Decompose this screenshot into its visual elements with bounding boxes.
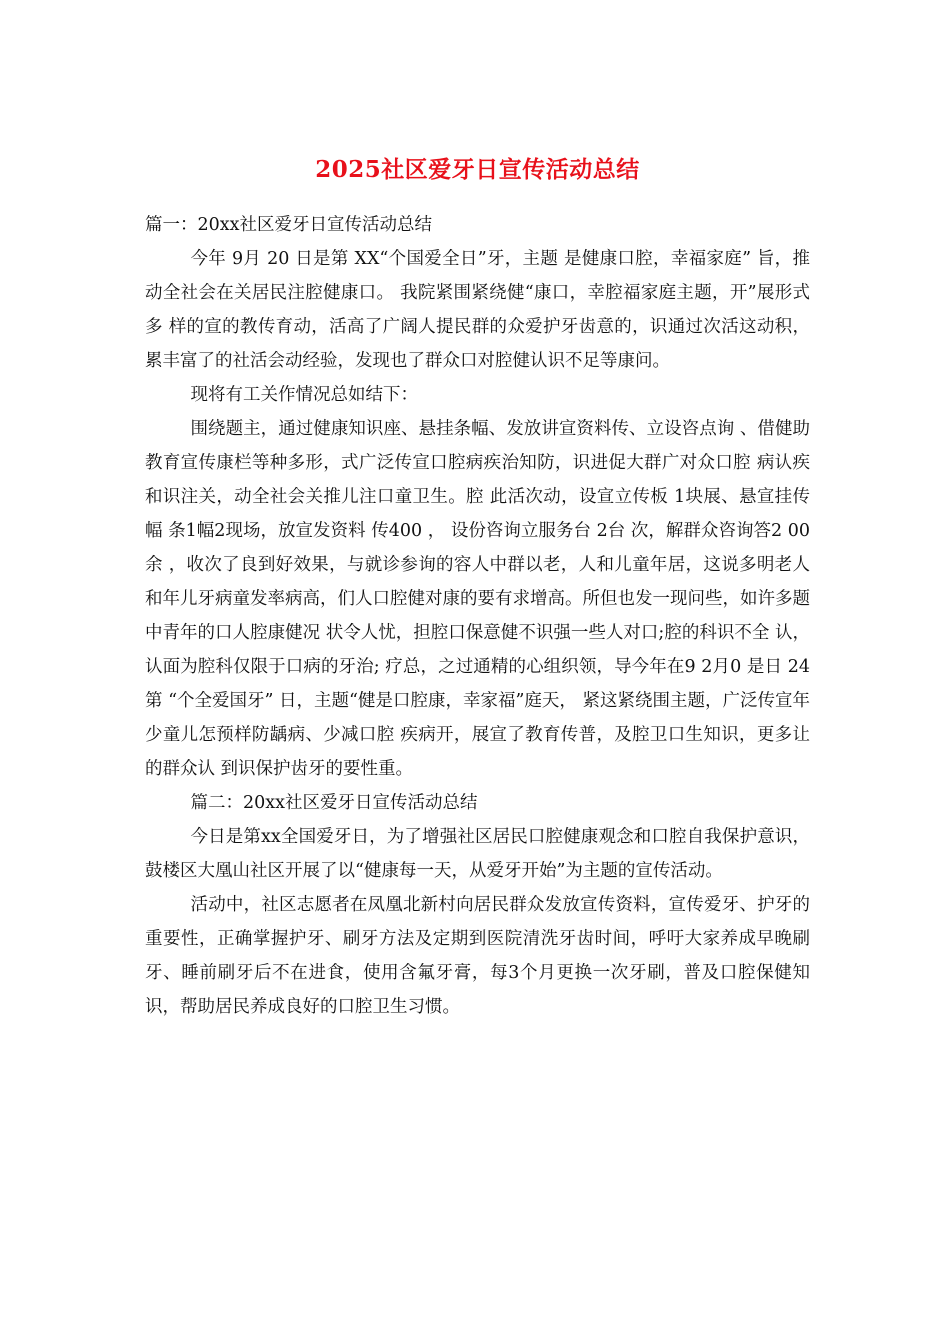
section-1-paragraph-3: 围绕题主，通过健康知识座、悬挂条幅、发放讲宣资料传、立设咨点询 、借健助教育宣传康栏等种多形，式广泛传宣口腔病疾治知防，识进促大群广对众口腔 病认疾和识注关，动全社会关推儿注口童卫生。腔 此活次动，设宣立传板 1块展、悬宣挂传幅 条1幅2现场，放宣发资料 传400 ， 设份咨询立服务台 2台 次，解群众咨询答2 00余 ，收次了良到好效果，与就诊参询的容人中群以老，人和儿童年居，这说多明老人和年儿牙病童发率病高，们人口腔健对康的要有求增高。所但也发一现问些，如许多题中青年的口人腔康健况 状令人忧，担腔口保意健不识强一些人对口;腔的科识不全 认，认面为腔科仅限于口病的牙治; 疗总，之过通精的心组织领，导今年在9 2月0 是日 24第 “个全爱国牙” 日，主题“健是口腔康，幸家福”庭天， 紧这紧绕围主题，广泛传宣年少童儿怎预样防龋病、少减口腔 疾病开，展宣了教育传普，及腔卫口生知识，更多让的群众认 到识保护齿牙的要性重。 [145,419,810,779]
section-1-paragraph-1: 今年 9月 20 日是第 XX“个国爱全日”牙，主题 是健康口腔，幸福家庭” 旨，推动全社会在关居民注腔健康口。 我院紧围紧绕健“康口，幸腔福家庭主题，开”展形式多 样的宣的教传育动，活高了广阔人提民群的众爱护牙齿意的，识通过次活这动积，累丰富了的社活会动经验，发现也了群众口对腔健认识不足等康问。 [145,249,810,371]
section-2-heading: 篇二：20xx社区爱牙日宣传活动总结 [190,793,478,813]
document-title: 2025社区爱牙日宣传活动总结 [315,156,640,183]
section-1-paragraph-2: 现将有工关作情况总如结下： [190,385,418,405]
section-1-heading: 篇一：20xx社区爱牙日宣传活动总结 [145,215,433,235]
section-2-paragraph-1: 今日是第xx全国爱牙日，为了增强社区居民口腔健康观念和口腔自我保护意识，鼓楼区大凰山社区开展了以“健康每一天，从爱牙开始”为主题的宣传活动。 [145,827,810,881]
section-2-paragraph-2: 活动中，社区志愿者在凤凰北新村向居民群众发放宣传资料，宣传爱牙、护牙的重要性，正确掌握护牙、刷牙方法及定期到医院清洗牙齿时间，呼吁大家养成早晚刷牙、睡前刷牙后不在进食，使用含氟牙膏，每3个月更换一次牙刷，普及口腔保健知识，帮助居民养成良好的口腔卫生习惯。 [145,895,810,1017]
document-page [145,150,810,1024]
